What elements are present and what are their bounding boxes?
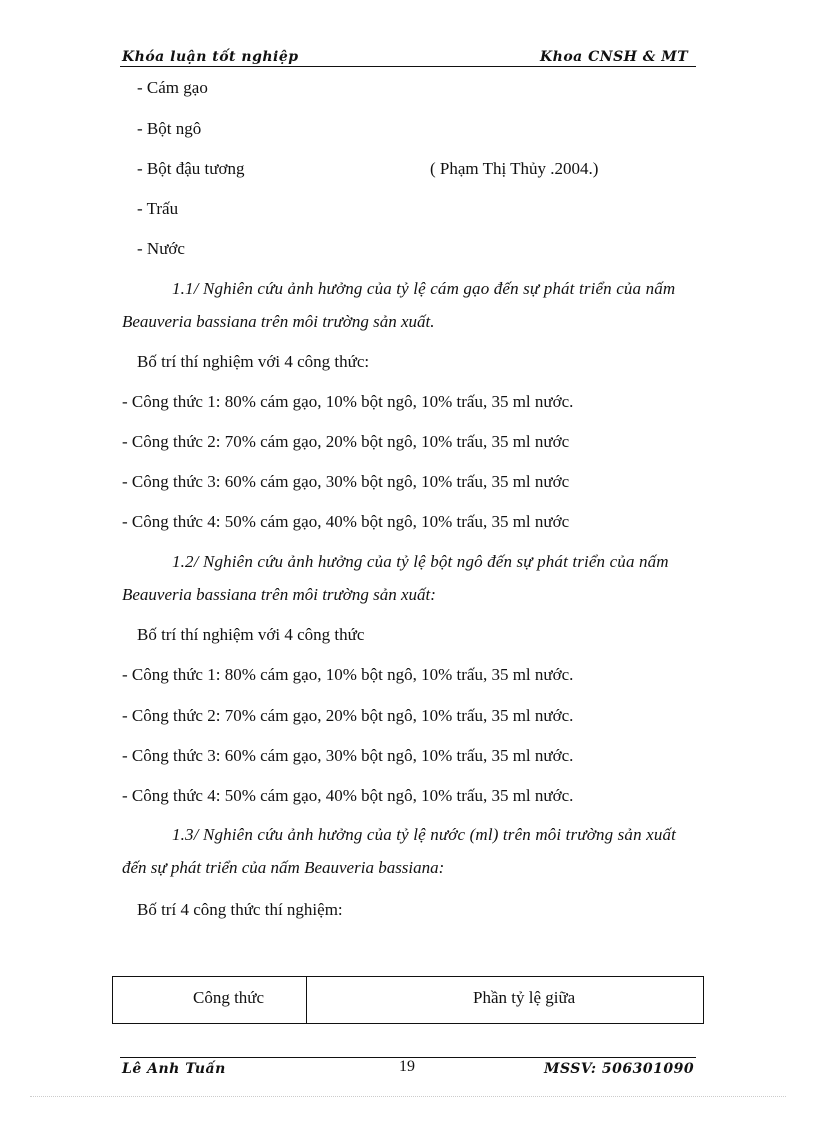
header-left: Khóa luận tốt nghiệp: [122, 49, 299, 65]
ingredient-item: - Nước: [137, 239, 185, 258]
formula-item: - Công thức 4: 50% cám gạo, 40% bột ngô, 10% trấu, 35 ml nước: [122, 512, 570, 531]
section-heading-cont: Beauveria bassiana trên môi trường sản xuất:: [122, 585, 436, 604]
ingredient-item: - Bột ngô: [137, 119, 202, 138]
page-edge-divider: [30, 1096, 786, 1097]
section-heading: 1.3/ Nghiên cứu ảnh hưởng của tỷ lệ nước (ml) trên môi trường sản xuất: [172, 825, 676, 844]
footer-author: Lê Anh Tuấn: [122, 1061, 226, 1077]
table-header-ratio: Phần tỷ lệ giữa: [473, 988, 576, 1007]
table-column-divider: [306, 977, 307, 1023]
ingredient-item: - Trấu: [137, 199, 179, 218]
section-heading: 1.1/ Nghiên cứu ảnh hưởng của tỷ lệ cám gạo đến sự phát triển của nấm: [172, 279, 676, 298]
page-number: 19: [399, 1058, 415, 1075]
header-rule: [120, 66, 696, 67]
citation: ( Phạm Thị Thủy .2004.): [430, 159, 599, 178]
formula-item: - Công thức 3: 60% cám gạo, 30% bột ngô, 10% trấu, 35 ml nước.: [122, 746, 574, 765]
section-heading: 1.2/ Nghiên cứu ảnh hưởng của tỷ lệ bột ngô đến sự phát triển của nấm: [172, 552, 669, 571]
footer-student-id: MSSV: 506301090: [544, 1061, 695, 1077]
formula-item: - Công thức 1: 80% cám gạo, 10% bột ngô, 10% trấu, 35 ml nước.: [122, 392, 574, 411]
ingredient-item: - Bột đậu tương: [137, 159, 245, 178]
formula-item: - Công thức 1: 80% cám gạo, 10% bột ngô, 10% trấu, 35 ml nước.: [122, 665, 574, 684]
experiment-intro: Bố trí 4 công thức thí nghiệm:: [137, 900, 343, 919]
ingredient-item: - Cám gạo: [137, 78, 208, 97]
table-header-formula: Công thức: [193, 988, 265, 1007]
section-heading-cont: Beauveria bassiana trên môi trường sản xuất.: [122, 312, 435, 331]
formula-item: - Công thức 2: 70% cám gạo, 20% bột ngô, 10% trấu, 35 ml nước: [122, 432, 570, 451]
experiment-intro: Bố trí thí nghiệm với 4 công thức:: [137, 352, 370, 371]
header-right: Khoa CNSH & MT: [540, 49, 689, 65]
formula-item: - Công thức 4: 50% cám gạo, 40% bột ngô, 10% trấu, 35 ml nước.: [122, 786, 574, 805]
formula-table: [112, 976, 704, 1024]
formula-item: - Công thức 2: 70% cám gạo, 20% bột ngô, 10% trấu, 35 ml nước.: [122, 706, 574, 725]
formula-item: - Công thức 3: 60% cám gạo, 30% bột ngô, 10% trấu, 35 ml nước: [122, 472, 570, 491]
experiment-intro: Bố trí thí nghiệm với 4 công thức: [137, 625, 365, 644]
section-heading-cont: đến sự phát triển của nấm Beauveria bassiana:: [122, 858, 445, 877]
